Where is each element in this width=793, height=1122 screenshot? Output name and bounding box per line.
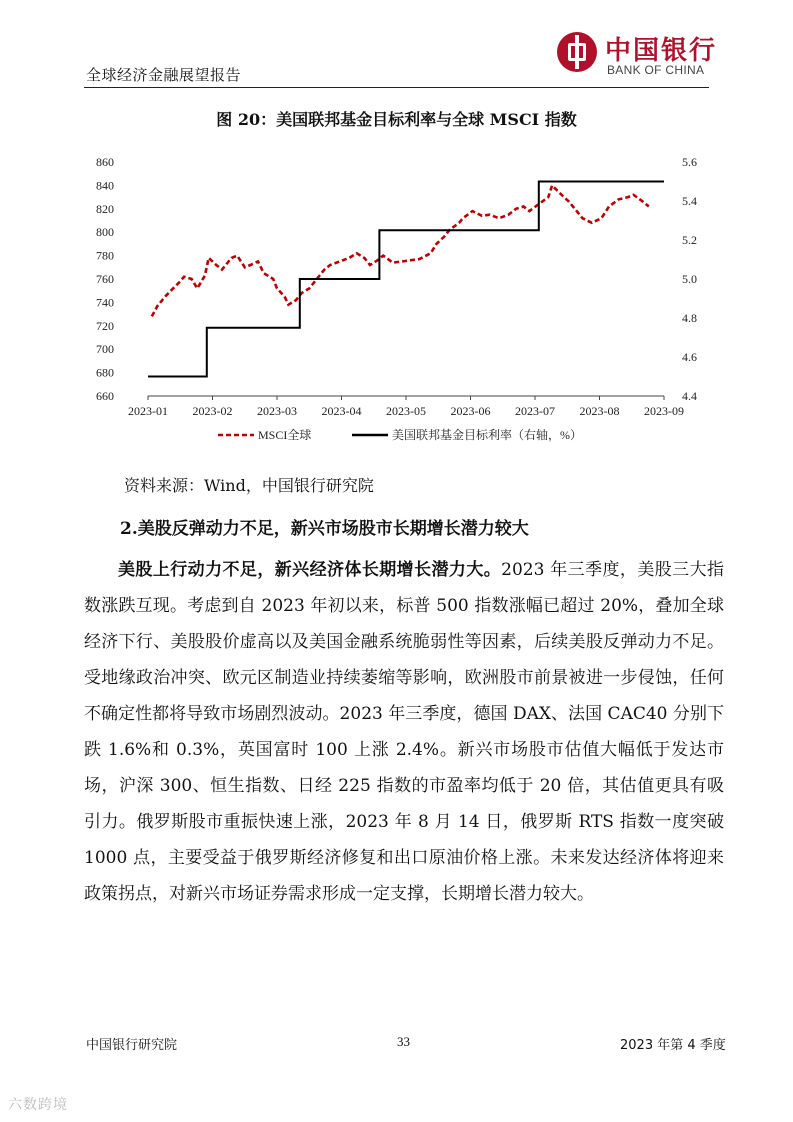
y-right-tick-label: 5.2: [682, 233, 697, 247]
bank-of-china-emblem-icon: [557, 32, 597, 72]
footer-org: 中国银行研究院: [86, 1038, 178, 1053]
y-right-tick-label: 5.0: [682, 272, 697, 286]
legend-label: MSCI全球: [258, 428, 312, 442]
chart-legend: [218, 427, 582, 442]
y-left-tick-label: 700: [96, 342, 114, 357]
rates-msci-chart: [92, 148, 712, 460]
chart-svg: [92, 148, 712, 460]
x-tick-label: 2023-01: [128, 404, 168, 418]
footer-period: 2023 年第 4 季度: [620, 1038, 726, 1053]
y-left-tick-label: 660: [96, 389, 114, 403]
logo-en: BANK OF CHINA: [607, 63, 705, 77]
y-left-tick-label: 720: [96, 318, 114, 333]
paragraph-lead: 美股上行动力不足，新兴经济体长期增长潜力大。: [118, 560, 502, 580]
page-number: 33: [397, 1034, 410, 1049]
x-tick-label: 2023-02: [192, 404, 233, 418]
y-left-tick-label: 840: [96, 178, 114, 193]
y-right-tick-label: 4.4: [682, 389, 697, 403]
figure-source: 资料来源：Wind，中国银行研究院: [124, 476, 374, 495]
bank-logo: [557, 30, 717, 80]
x-tick-label: 2023-08: [579, 404, 620, 418]
y-right-tick-label: 5.6: [682, 155, 697, 169]
paragraph-text: 2023 年三季度，美股三大指数涨跌互现。考虑到自 2023 年初以来，标普 500 指数涨幅已超过 20%，叠加全球经济下行、美股股价虚高以及美国金融系统脆弱性等因素，后续美股反弹动力不足。受地缘政治冲突、欧元区制造业持续萎缩等影响，欧洲股市前景被进一步侵蚀，任何不确定性都将导致市场剧烈波动。2023 年三季度，德国 DAX、法国 CAC40 分别下跌 1.6%和 0.3%，英国富时 100 上涨 2.4%。新兴市场股市估值大幅低于发达市场，沪深 300、恒生指数、日经 225 指数的市盈率均低于 20 倍，其估值更具有吸引力。俄罗斯股市重振快速上涨，2023 年 8 月 14 日，俄罗斯 RTS 指数一度突破 1000 点，主要受益于俄罗斯经济修复和出口原油价格上涨。未来发达经济体将迎来政策拐点，对新兴市场证券需求形成一定支撑，长期增长潜力较大。: [84, 560, 725, 904]
x-tick-label: 2023-04: [321, 404, 362, 418]
y-left-tick-label: 860: [96, 155, 114, 169]
msci-global-line: [152, 185, 649, 316]
x-tick-label: 2023-07: [515, 404, 555, 418]
legend-label: 美国联邦基金目标利率（右轴，%）: [392, 428, 582, 442]
chart-axes: [96, 155, 697, 418]
y-left-tick-label: 780: [96, 248, 114, 263]
y-left-tick-label: 800: [96, 225, 114, 240]
report-title: 全球经济金融展望报告: [86, 66, 242, 84]
x-tick-label: 2023-06: [450, 404, 491, 418]
y-left-tick-label: 760: [96, 272, 114, 286]
body-paragraph: [84, 552, 724, 912]
y-left-tick-label: 740: [96, 295, 114, 310]
watermark: 六数跨境: [8, 1097, 68, 1113]
x-tick-label: 2023-03: [257, 404, 297, 418]
logo-cn: 中国银行: [605, 36, 718, 66]
section-heading: 2.美股反弹动力不足，新兴市场股市长期增长潜力较大: [120, 519, 529, 539]
y-right-tick-label: 5.4: [682, 194, 697, 208]
x-tick-label: 2023-09: [644, 404, 684, 418]
fed-rate-line: [148, 182, 664, 377]
chart-series: [148, 182, 664, 377]
header-divider: [84, 87, 709, 88]
y-left-tick-label: 680: [96, 365, 114, 380]
y-right-tick-label: 4.6: [682, 350, 697, 364]
figure-title: 图 20：美国联邦基金目标利率与全球 MSCI 指数: [216, 110, 577, 129]
y-right-tick-label: 4.8: [682, 311, 697, 325]
y-left-tick-label: 820: [96, 201, 114, 216]
x-tick-label: 2023-05: [386, 404, 426, 418]
